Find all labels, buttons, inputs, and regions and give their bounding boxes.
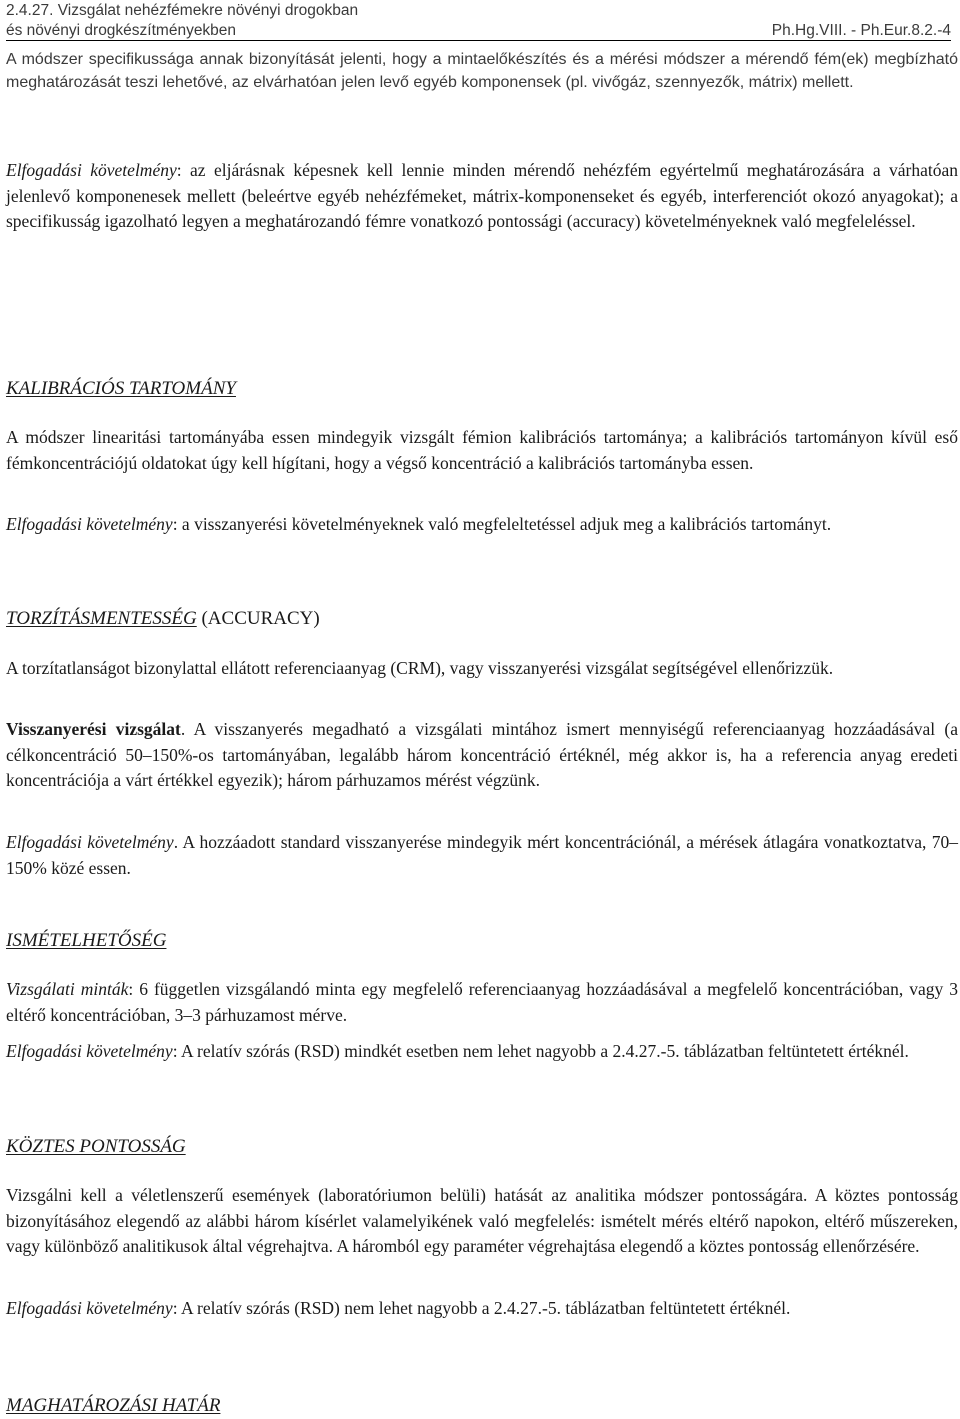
specificity-paragraph: A módszer specifikussága annak bizonyítását jelenti, hogy a mintaelőkészítés és a mérési módszer a mérendő fém(ek) megbízható meghatározását teszi lehetővé, az elvárhatóan jelen levő egyéb komponensek (pl. vivőgáz, szennyezők, mátrix) mellett.: [6, 51, 958, 91]
specificity-acceptance-paragraph: [6, 158, 958, 235]
accuracy-paragraph: A torzítatlanságot bizonylattal ellátott referenciaanyag (CRM), vagy visszanyerési vizsgálat segítségével ellenőrizzük.: [6, 658, 834, 678]
repeatability-acceptance-paragraph: [6, 1039, 958, 1065]
calibration-acceptance-paragraph: [6, 512, 958, 538]
repeatability-samples-paragraph: [6, 977, 958, 1028]
acceptance-text: : a visszanyerési követelményeknek való megfeleltetéssel adjuk meg a kalibrációs tartományt.: [172, 514, 832, 534]
samples-text: : 6 független vizsgálandó minta egy megfelelő referenciaanyag hozzáadásával a megfelelő koncentrációban, vagy 3 eltérő koncentrációban, 3–3 párhuzamost mérve.: [6, 979, 958, 1025]
acceptance-text: : az eljárásnak képesnek kell lennie minden mérendő nehézfém egyértelmű meghatározására a várhatóan jelenlevő komponenesek mellett (beleértve egyéb nehézfémeket, mátrix-komponenseket és egyéb, interferenciót okozó anyagokat); a specifikusság igazolható legyen a meghatározandó fémre vonatkozó pontossági (accuracy) követelményeknek való megfeleléssel.: [6, 160, 958, 231]
acceptance-text: . A hozzáadott standard visszanyerése mindegyik mért koncentrációnál, a mérések átlagára vonatkoztatva, 70–150% közé essen.: [6, 832, 958, 878]
recovery-label: Visszanyerési vizsgálat: [6, 719, 181, 739]
header-rule: [6, 20, 951, 41]
acceptance-label: Elfogadási követelmény: [6, 832, 174, 852]
header-pharmacopoeia-ref: Ph.Hg.VIII. - Ph.Eur.8.2.-4: [771, 22, 951, 39]
intermediate-acceptance-paragraph: [6, 1296, 958, 1322]
acceptance-text: : A relatív szórás (RSD) nem lehet nagyobb a 2.4.27.-5. táblázatban feltüntetett értéknél.: [172, 1298, 791, 1318]
header-title-line1: 2.4.27. Vizsgálat nehézfémekre növényi drogokban: [6, 2, 359, 19]
section-heading-repeatability: ISMÉTELHETŐSÉG: [6, 930, 167, 951]
section-heading-intermediate: KÖZTES PONTOSSÁG: [6, 1136, 186, 1157]
calibration-paragraph: A módszer linearitási tartományába essen mindegyik vizsgált fémion kalibrációs tartománya; a kalibrációs tartományon kívül eső fémkoncentrációjú oldatokat úgy kell hígítani, hogy a végső koncentráció a kalibrációs tartományba essen.: [6, 427, 958, 473]
acceptance-label: Elfogadási követelmény: [6, 160, 177, 180]
section-heading-accuracy: TORZÍTÁSMENTESSÉG (ACCURACY): [6, 608, 320, 629]
acceptance-label: Elfogadási követelmény: [6, 514, 173, 534]
recovery-text: . A visszanyerés megadható a vizsgálati mintához ismert mennyiségű referenciaanyag hozzáadásával (a célkoncentráció 50–150%-os tartományában, legalább három koncentráció értéknél, még akkor is, ha a referencia anyag eredeti koncentrációja a várt értékkel egyezik); három párhuzamos mérést végzünk.: [6, 719, 958, 790]
section-heading-detection: MAGHATÁROZÁSI HATÁR: [6, 1395, 221, 1416]
accuracy-acceptance-paragraph: [6, 830, 958, 881]
recovery-paragraph: [6, 717, 958, 794]
header-title-line2: és növényi drogkészítményekben: [6, 22, 237, 39]
section-heading-calibration: KALIBRÁCIÓS TARTOMÁNY: [6, 378, 236, 399]
samples-label: Vizsgálati minták: [6, 979, 129, 999]
acceptance-text: : A relatív szórás (RSD) mindkét esetben nem lehet nagyobb a 2.4.27.-5. táblázatban feltüntetett értéknél.: [172, 1041, 909, 1061]
acceptance-label: Elfogadási követelmény: [6, 1041, 173, 1061]
intermediate-paragraph: Vizsgálni kell a véletlenszerű események (laboratóriumon belüli) hatását az analitika módszer pontosságára. A köztes pontosság bizonyításához elegendő az alábbi három kísérlet valamelyikének való megfelelés: ismételt mérés eltérő napokon, eltérő műszereken, vagy különböző analitikusok által végrehajtva. A háromból egy paraméter végrehajtása elegendő a köztes pontosság ellenőrzésére.: [6, 1185, 958, 1256]
acceptance-label: Elfogadási követelmény: [6, 1298, 173, 1318]
